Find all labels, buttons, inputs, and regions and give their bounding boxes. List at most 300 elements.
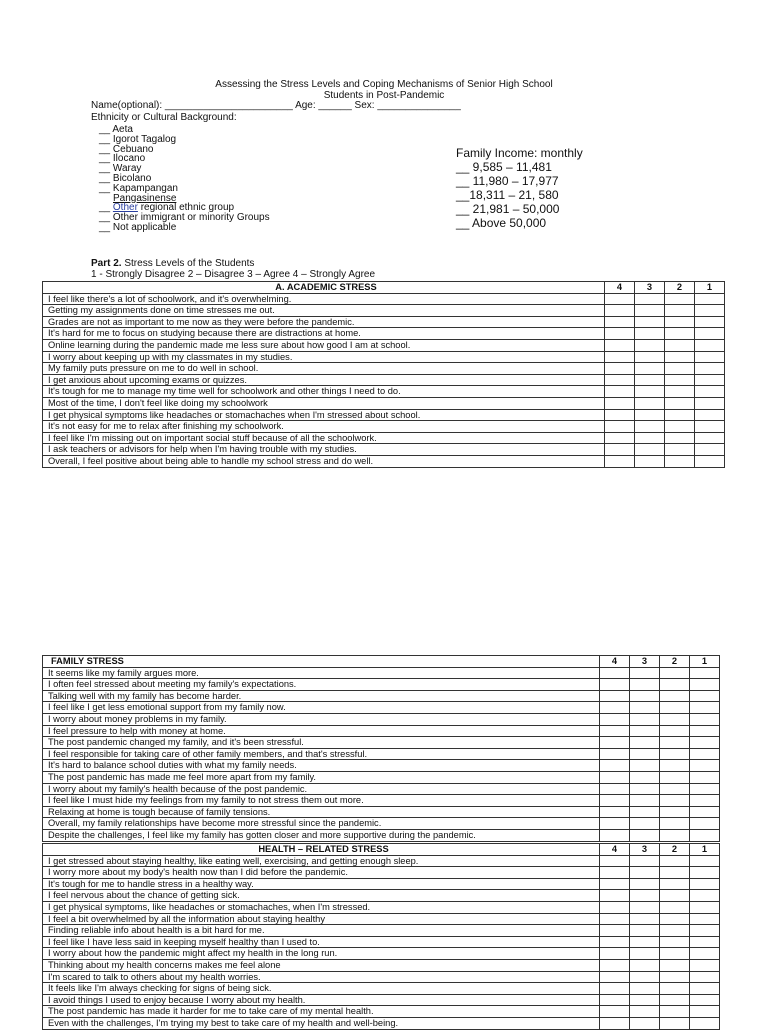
ethnicity-option[interactable]: __ Other regional ethnic group [99,202,235,214]
rating-cell[interactable] [690,667,720,679]
rating-cell[interactable] [630,679,660,691]
rating-cell[interactable] [695,374,725,386]
rating-cell[interactable] [605,397,635,409]
rating-cell[interactable] [660,737,690,749]
statement-text: Finding reliable info about health is a bit hard for me. [43,925,600,937]
rating-cell[interactable] [660,890,690,902]
statement-text: Most of the time, I don't feel like doing my schoolwork [43,397,605,409]
table-row [43,806,720,818]
rating-cell[interactable] [600,748,630,760]
rating-cell[interactable] [690,936,720,948]
rating-cell[interactable] [660,855,690,867]
rating-cell[interactable] [605,328,635,340]
rating-cell[interactable] [690,925,720,937]
rating-cell[interactable] [600,948,630,960]
statement-text: The post pandemic changed my family, and it's been stressful. [43,737,600,749]
rating-cell[interactable] [600,760,630,772]
rating-cell[interactable] [630,725,660,737]
rating-cell[interactable] [605,363,635,375]
rating-cell[interactable] [660,667,690,679]
rating-cell[interactable] [690,994,720,1006]
table-row [43,374,725,386]
table-row [43,679,720,691]
table-row [43,690,720,702]
table-row [43,795,720,807]
statement-text: Thinking about my health concerns makes me feel alone [43,959,600,971]
rating-cell[interactable] [695,305,725,317]
scale-header: 2 [665,282,695,294]
rating-cell[interactable] [660,702,690,714]
rating-cell[interactable] [690,760,720,772]
rating-cell[interactable] [630,925,660,937]
rating-cell[interactable] [665,363,695,375]
ethnicity-option[interactable]: __ Kapampangan [99,182,178,194]
rating-cell[interactable] [605,293,635,305]
rating-cell[interactable] [660,994,690,1006]
rating-cell[interactable] [630,867,660,879]
rating-cell[interactable] [660,771,690,783]
rating-cell[interactable] [695,351,725,363]
rating-cell[interactable] [690,725,720,737]
ethnicity-option[interactable]: __ Ilocano [99,153,146,165]
rating-cell[interactable] [665,328,695,340]
rating-cell[interactable] [665,455,695,467]
table-row [43,855,720,867]
statement-text: I get anxious about upcoming exams or quizzes. [43,374,605,386]
table-row [43,818,720,830]
rating-cell[interactable] [660,783,690,795]
rating-cell[interactable] [665,339,695,351]
rating-cell[interactable] [600,783,630,795]
rating-cell[interactable] [695,409,725,421]
statement-text: I feel like I have less said in keeping myself healthy than I used to. [43,936,600,948]
rating-cell[interactable] [660,901,690,913]
rating-cell[interactable] [605,386,635,398]
section-title: A. ACADEMIC STRESS [43,282,605,294]
rating-cell[interactable] [690,806,720,818]
rating-cell[interactable] [660,795,690,807]
rating-cell[interactable] [600,667,630,679]
rating-cell[interactable] [600,1006,630,1018]
statement-text: I get physical symptoms like headaches or stomachaches when I'm stressed about school. [43,409,605,421]
rating-cell[interactable] [690,867,720,879]
statement-text: I feel responsible for taking care of other family members, and that's stressful. [43,748,600,760]
ethnicity-option[interactable]: __ Aeta [99,124,133,135]
table-row [43,1006,720,1018]
health-stress-table [42,843,720,1030]
rating-cell[interactable] [630,994,660,1006]
part2-header [91,258,375,280]
statement-text: Online learning during the pandemic made me less sure about how good I am at school. [43,339,605,351]
rating-cell[interactable] [605,316,635,328]
rating-cell[interactable] [600,737,630,749]
rating-cell[interactable] [630,1017,660,1029]
ethnicity-label: Ethnicity or Cultural Background: [91,112,237,123]
rating-cell[interactable] [695,421,725,433]
scale-header: 3 [630,656,660,668]
table-row [43,363,725,375]
rating-cell[interactable] [600,818,630,830]
rating-cell[interactable] [690,771,720,783]
rating-cell[interactable] [695,444,725,456]
rating-cell[interactable] [690,690,720,702]
rating-cell[interactable] [635,293,665,305]
rating-cell[interactable] [600,936,630,948]
table-row [43,771,720,783]
statement-text: I get physical symptoms, like headaches or stomachaches, when I'm stressed. [43,901,600,913]
rating-cell[interactable] [630,783,660,795]
rating-cell[interactable] [605,455,635,467]
ethnicity-option[interactable]: __ Not applicable [99,221,177,233]
rating-cell[interactable] [665,305,695,317]
title-line-1: Assessing the Stress Levels and Coping Mechanisms of Senior High School [215,79,553,90]
ethnicity-option[interactable]: __ Waray [99,163,142,175]
rating-cell[interactable] [665,386,695,398]
table-row [43,397,725,409]
rating-cell[interactable] [600,878,630,890]
statement-text: I feel nervous about the chance of getting sick. [43,890,600,902]
rating-cell[interactable] [600,690,630,702]
rating-cell[interactable] [690,890,720,902]
rating-cell[interactable] [630,1006,660,1018]
ethnicity-option[interactable]: __ Other immigrant or minority Groups [99,212,270,224]
rating-cell[interactable] [635,339,665,351]
table-row [43,890,720,902]
table-row [43,386,725,398]
statement-text: Getting my assignments done on time stresses me out. [43,305,605,317]
rating-cell[interactable] [635,409,665,421]
rating-cell[interactable] [660,948,690,960]
rating-cell[interactable] [630,690,660,702]
rating-cell[interactable] [630,948,660,960]
rating-cell[interactable] [605,374,635,386]
table-header-row [43,656,720,668]
rating-cell[interactable] [635,397,665,409]
rating-cell[interactable] [665,351,695,363]
rating-cell[interactable] [690,713,720,725]
table-row [43,913,720,925]
table-row [43,1017,720,1029]
rating-cell[interactable] [660,1017,690,1029]
rating-cell[interactable] [665,421,695,433]
rating-cell[interactable] [690,748,720,760]
table-row [43,713,720,725]
rating-cell[interactable] [630,878,660,890]
rating-cell[interactable] [660,983,690,995]
income-option[interactable]: __ 9,585 – 11,481 [456,160,552,174]
rating-cell[interactable] [635,432,665,444]
table-row [43,702,720,714]
rating-cell[interactable] [630,983,660,995]
table-row [43,760,720,772]
rating-cell[interactable] [600,702,630,714]
rating-cell[interactable] [660,818,690,830]
rating-cell[interactable] [690,783,720,795]
statement-text: It's hard to balance school duties with what my family needs. [43,760,600,772]
table-row [43,748,720,760]
scale-header: 4 [600,844,630,856]
rating-cell[interactable] [660,713,690,725]
rating-cell[interactable] [600,971,630,983]
rating-cell[interactable] [630,855,660,867]
rating-cell[interactable] [630,901,660,913]
rating-cell[interactable] [660,748,690,760]
scale-header: 4 [600,656,630,668]
rating-cell[interactable] [665,432,695,444]
rating-cell[interactable] [600,901,630,913]
rating-cell[interactable] [690,913,720,925]
statement-text: I worry about money problems in my family. [43,713,600,725]
scale-header: 1 [695,282,725,294]
rating-cell[interactable] [600,925,630,937]
table-row [43,316,725,328]
rating-cell[interactable] [690,983,720,995]
rating-cell[interactable] [690,679,720,691]
rating-cell[interactable] [665,397,695,409]
part2-title: Stress Levels of the Students [121,258,255,269]
table-header-row [43,844,720,856]
rating-cell[interactable] [665,374,695,386]
rating-cell[interactable] [605,351,635,363]
table-row [43,783,720,795]
rating-cell[interactable] [690,702,720,714]
rating-cell[interactable] [630,737,660,749]
rating-cell[interactable] [605,305,635,317]
statement-text: It seems like my family argues more. [43,667,600,679]
rating-cell[interactable] [695,328,725,340]
table-row [43,878,720,890]
ethnicity-option[interactable]: __ Igorot Tagalog [99,133,177,145]
table-row [43,409,725,421]
rating-cell[interactable] [605,421,635,433]
rating-cell[interactable] [695,363,725,375]
rating-cell[interactable] [665,444,695,456]
rating-cell[interactable] [605,444,635,456]
income-option[interactable]: __18,311 – 21, 580 [456,188,559,202]
rating-cell[interactable] [600,725,630,737]
table-row [43,959,720,971]
rating-cell[interactable] [600,890,630,902]
rating-cell[interactable] [600,994,630,1006]
scale-header: 4 [605,282,635,294]
scale-header: 1 [690,844,720,856]
rating-cell[interactable] [690,959,720,971]
rating-cell[interactable] [690,1017,720,1029]
rating-cell[interactable] [630,829,660,841]
statement-text: Talking well with my family has become harder. [43,690,600,702]
table-row [43,293,725,305]
table-row [43,948,720,960]
rating-cell[interactable] [660,878,690,890]
statement-text: I worry more about my body's health now than I did before the pandemic. [43,867,600,879]
rating-cell[interactable] [660,760,690,772]
statement-text: Overall, my family relationships have become more stressful since the pandemic. [43,818,600,830]
rating-cell[interactable] [630,771,660,783]
statement-text: I feel a bit overwhelmed by all the information about staying healthy [43,913,600,925]
ethnicity-option[interactable]: __ Bicolano [99,172,152,184]
rating-cell[interactable] [660,867,690,879]
table-row [43,983,720,995]
ethnicity-list [99,125,270,233]
rating-cell[interactable] [690,901,720,913]
rating-cell[interactable] [660,925,690,937]
rating-cell[interactable] [695,455,725,467]
rating-cell[interactable] [695,293,725,305]
rating-cell[interactable] [695,386,725,398]
rating-cell[interactable] [660,725,690,737]
rating-cell[interactable] [630,795,660,807]
rating-cell[interactable] [630,806,660,818]
statement-text: I worry about how the pandemic might affect my health in the long run. [43,948,600,960]
rating-cell[interactable] [690,971,720,983]
rating-cell[interactable] [600,855,630,867]
statement-text: I ask teachers or advisors for help when I'm having trouble with my studies. [43,444,605,456]
rating-cell[interactable] [635,351,665,363]
rating-cell[interactable] [690,948,720,960]
statement-text: Relaxing at home is tough because of family tensions. [43,806,600,818]
rating-cell[interactable] [690,737,720,749]
rating-cell[interactable] [635,305,665,317]
statement-text: It's not easy for me to relax after finishing my schoolwork. [43,421,605,433]
statement-text: I'm scared to talk to others about my health worries. [43,971,600,983]
rating-cell[interactable] [695,397,725,409]
rating-cell[interactable] [690,1006,720,1018]
rating-cell[interactable] [665,293,695,305]
rating-cell[interactable] [690,829,720,841]
rating-cell[interactable] [630,890,660,902]
rating-cell[interactable] [635,455,665,467]
scale-header: 2 [660,844,690,856]
rating-cell[interactable] [660,679,690,691]
rating-cell[interactable] [665,409,695,421]
rating-cell[interactable] [635,421,665,433]
rating-cell[interactable] [660,829,690,841]
income-option[interactable]: __ 21,981 – 50,000 [456,202,560,216]
rating-cell[interactable] [600,959,630,971]
table-row [43,901,720,913]
rating-cell[interactable] [660,913,690,925]
statement-text: I feel like I must hide my feelings from my family to not stress them out more. [43,795,600,807]
statement-text: I worry about keeping up with my classmates in my studies. [43,351,605,363]
statement-text: I feel like I get less emotional support from my family now. [43,702,600,714]
rating-cell[interactable] [630,748,660,760]
statement-text: It's hard for me to focus on studying because there are distractions at home. [43,328,605,340]
name-age-sex-line[interactable]: Name(optional): _______________________ Age: ______ Sex: _______________ [91,100,461,111]
rating-cell[interactable] [665,316,695,328]
scale-header: 3 [635,282,665,294]
section-title: HEALTH – RELATED STRESS [43,844,600,856]
rating-cell[interactable] [600,713,630,725]
rating-cell[interactable] [690,795,720,807]
rating-cell[interactable] [605,339,635,351]
rating-cell[interactable] [635,444,665,456]
table-row [43,455,725,467]
rating-cell[interactable] [630,713,660,725]
table-row [43,339,725,351]
rating-cell[interactable] [630,913,660,925]
rating-cell[interactable] [605,432,635,444]
rating-cell[interactable] [695,339,725,351]
table-row [43,351,725,363]
table-row [43,925,720,937]
rating-cell[interactable] [635,386,665,398]
statement-text: Despite the challenges, I feel like my family has gotten closer and more supportive during the pandemic. [43,829,600,841]
scale-header: 3 [630,844,660,856]
rating-cell[interactable] [600,806,630,818]
statement-text: I worry about my family's health because of the post pandemic. [43,783,600,795]
table-header-row [43,282,725,294]
rating-cell[interactable] [600,913,630,925]
family-income-title: Family Income: monthly [456,146,583,160]
rating-cell[interactable] [635,328,665,340]
academic-stress-table [42,281,725,468]
rating-cell[interactable] [600,771,630,783]
rating-cell[interactable] [660,936,690,948]
part2-label: Part 2. [91,258,122,269]
rating-cell[interactable] [660,959,690,971]
rating-cell[interactable] [630,971,660,983]
rating-cell[interactable] [600,867,630,879]
rating-cell[interactable] [630,936,660,948]
statement-text: Overall, I feel positive about being able to handle my school stress and do well. [43,455,605,467]
rating-cell[interactable] [630,702,660,714]
rating-cell[interactable] [660,1006,690,1018]
rating-cell[interactable] [600,679,630,691]
scale-header: 2 [660,656,690,668]
rating-cell[interactable] [600,983,630,995]
statement-text: The post pandemic has made me feel more apart from my family. [43,771,600,783]
rating-cell[interactable] [630,818,660,830]
table-row [43,432,725,444]
rating-cell[interactable] [630,667,660,679]
rating-cell[interactable] [695,432,725,444]
rating-cell[interactable] [605,409,635,421]
rating-cell[interactable] [630,760,660,772]
income-option[interactable]: __ Above 50,000 [456,216,547,230]
table-row [43,667,720,679]
rating-cell[interactable] [660,971,690,983]
ethnicity-option[interactable]: Pangasinense [113,192,177,204]
table-row [43,444,725,456]
rating-cell[interactable] [635,363,665,375]
rating-cell[interactable] [600,829,630,841]
table-row [43,867,720,879]
rating-cell[interactable] [630,959,660,971]
table-row [43,305,725,317]
table-row [43,994,720,1006]
table-row [43,829,720,841]
statement-text: The post pandemic has made it harder for me to take care of my mental health. [43,1006,600,1018]
rating-cell[interactable] [690,878,720,890]
statement-text: I often feel stressed about meeting my family's expectations. [43,679,600,691]
rating-cell[interactable] [660,690,690,702]
rating-cell[interactable] [635,374,665,386]
statement-text: My family puts pressure on me to do well in school. [43,363,605,375]
rating-cell[interactable] [635,316,665,328]
rating-cell[interactable] [690,818,720,830]
ethnicity-option[interactable]: __ Cebuano [99,143,154,155]
income-option[interactable]: __ 11,980 – 17,977 [456,174,559,188]
rating-cell[interactable] [600,795,630,807]
table-row [43,725,720,737]
rating-cell[interactable] [600,1017,630,1029]
rating-cell[interactable] [690,855,720,867]
form-title [0,79,768,101]
rating-cell[interactable] [695,316,725,328]
rating-cell[interactable] [660,806,690,818]
statement-text: Even with the challenges, I'm trying my best to take care of my health and well-being. [43,1017,600,1029]
statement-text: I feel pressure to help with money at home. [43,725,600,737]
